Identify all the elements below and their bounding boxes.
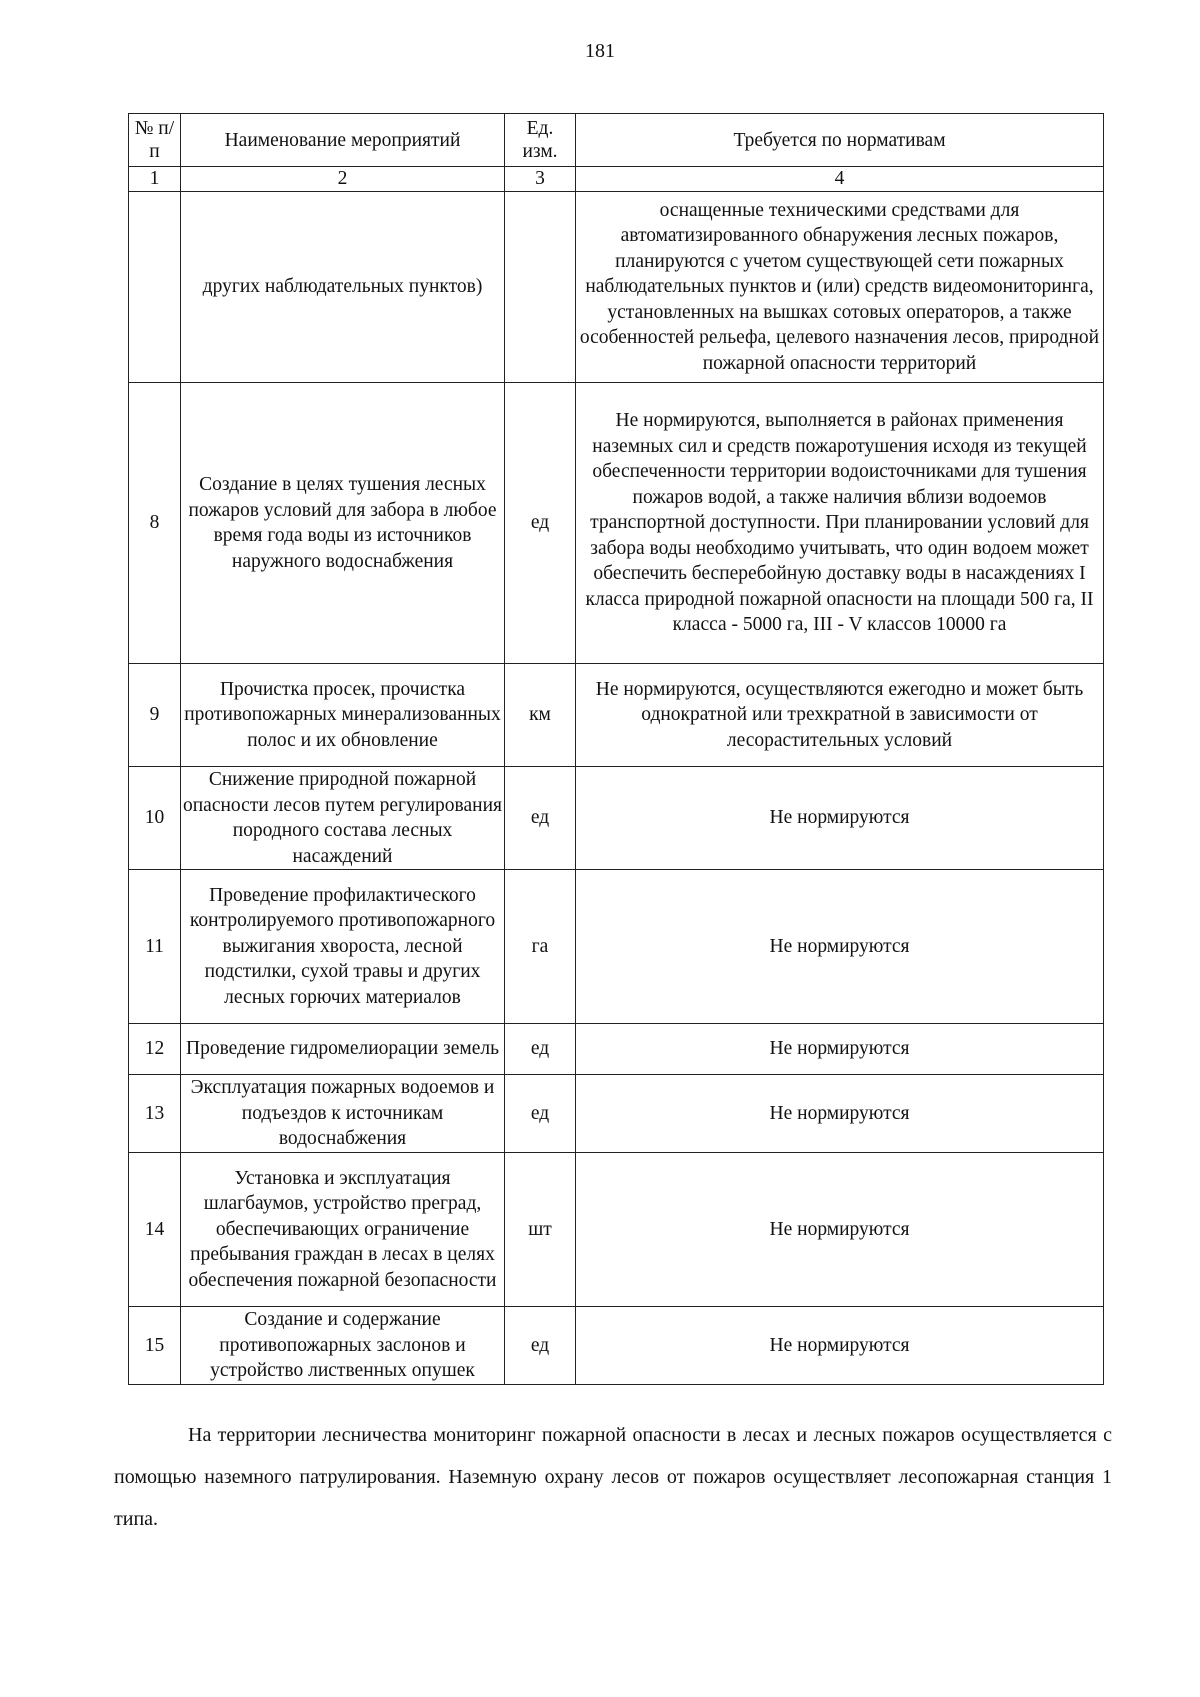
header-row — [129, 114, 1104, 167]
row-name: Эксплуатация пожарных водоемов и подъездов к источникам водоснабжения — [181, 1075, 505, 1153]
header-name: Наименование мероприятий — [181, 114, 505, 167]
header-number: № п/п — [129, 114, 181, 167]
row-number: 15 — [129, 1307, 181, 1385]
table-row — [129, 664, 1104, 767]
table-row — [129, 1075, 1104, 1153]
row-name: Установка и эксплуатация шлагбаумов, устройство преград, обеспечивающих ограничение пребывания граждан в лесах в целях обеспечения пожарной безопасности — [181, 1153, 505, 1307]
row-name: Снижение природной пожарной опасности лесов путем регулирования породного состава лесных насаждений — [181, 767, 505, 870]
paragraph-text: На территории лесничества мониторинг пожарной опасности в лесах и лесных пожаров осуществляется с помощью наземного патрулирования. Наземную охрану лесов от пожаров осуществляет лесопожарная станция 1 типа. — [114, 1424, 1112, 1530]
row-number: 14 — [129, 1153, 181, 1307]
measures-table — [128, 113, 1104, 1385]
row-name: Создание в целях тушения лесных пожаров условий для забора в любое время года воды из источников наружного водоснабжения — [181, 383, 505, 664]
table-row — [129, 1153, 1104, 1307]
row-name: других наблюдательных пунктов) — [181, 192, 505, 383]
row-requirement: Не нормируются — [576, 870, 1104, 1024]
row-requirement: Не нормируются — [576, 1307, 1104, 1385]
table-row — [129, 1307, 1104, 1385]
row-number: 11 — [129, 870, 181, 1024]
row-unit: ед — [505, 383, 576, 664]
row-requirement: Не нормируются — [576, 1153, 1104, 1307]
row-unit: шт — [505, 1153, 576, 1307]
row-requirement: Не нормируются — [576, 1075, 1104, 1153]
column-number: 2 — [181, 167, 505, 192]
row-requirement: Не нормируются — [576, 767, 1104, 870]
row-requirement: Не нормируются — [576, 1024, 1104, 1075]
row-number: 9 — [129, 664, 181, 767]
row-requirement: Не нормируются, выполняется в районах применения наземных сил и средств пожаротушения исходя из текущей обеспеченности территории водоисточниками для тушения пожаров водой, а также наличия вблизи водоемов транспортной доступности. При планировании условий для забора воды необходимо учитывать, что один водоем может обеспечить бесперебойную доставку воды в насаждениях I класса природной пожарной опасности на площади 500 га, II класса - 5000 га, III - V классов 10000 га — [576, 383, 1104, 664]
row-requirement: оснащенные техническими средствами для автоматизированного обнаружения лесных пожаров, планируются с учетом существующей сети пожарных наблюдательных пунктов и (или) средств видеомониторинга, установленных на вышках сотовых операторов, а также особенностей рельефа, целевого назначения лесов, природной пожарной опасности территорий — [576, 192, 1104, 383]
column-number: 3 — [505, 167, 576, 192]
table-row — [129, 192, 1104, 383]
table-row — [129, 870, 1104, 1024]
row-name: Проведение профилактического контролируемого противопожарного выжигания хвороста, лесной подстилки, сухой травы и других лесных горючих материалов — [181, 870, 505, 1024]
header-unit: Ед. изм. — [505, 114, 576, 167]
row-unit: ед — [505, 1307, 576, 1385]
row-number: 12 — [129, 1024, 181, 1075]
column-number: 4 — [576, 167, 1104, 192]
row-requirement: Не нормируются, осуществляются ежегодно и может быть однократной или трехкратной в зависимости от лесорастительных условий — [576, 664, 1104, 767]
column-number-row — [129, 167, 1104, 192]
row-unit — [505, 192, 576, 383]
row-unit: ед — [505, 1024, 576, 1075]
table-row — [129, 1024, 1104, 1075]
table-row — [129, 383, 1104, 664]
page-number: 181 — [585, 40, 615, 62]
body-paragraph — [114, 1414, 1112, 1540]
row-unit: км — [505, 664, 576, 767]
row-number: 10 — [129, 767, 181, 870]
row-unit: га — [505, 870, 576, 1024]
header-requirement: Требуется по нормативам — [576, 114, 1104, 167]
row-number: 8 — [129, 383, 181, 664]
row-name: Прочистка просек, прочистка противопожарных минерализованных полос и их обновление — [181, 664, 505, 767]
row-name: Создание и содержание противопожарных заслонов и устройство лиственных опушек — [181, 1307, 505, 1385]
row-number — [129, 192, 181, 383]
row-unit: ед — [505, 1075, 576, 1153]
row-number: 13 — [129, 1075, 181, 1153]
row-name: Проведение гидромелиорации земель — [181, 1024, 505, 1075]
column-number: 1 — [129, 167, 181, 192]
row-unit: ед — [505, 767, 576, 870]
table-row — [129, 767, 1104, 870]
